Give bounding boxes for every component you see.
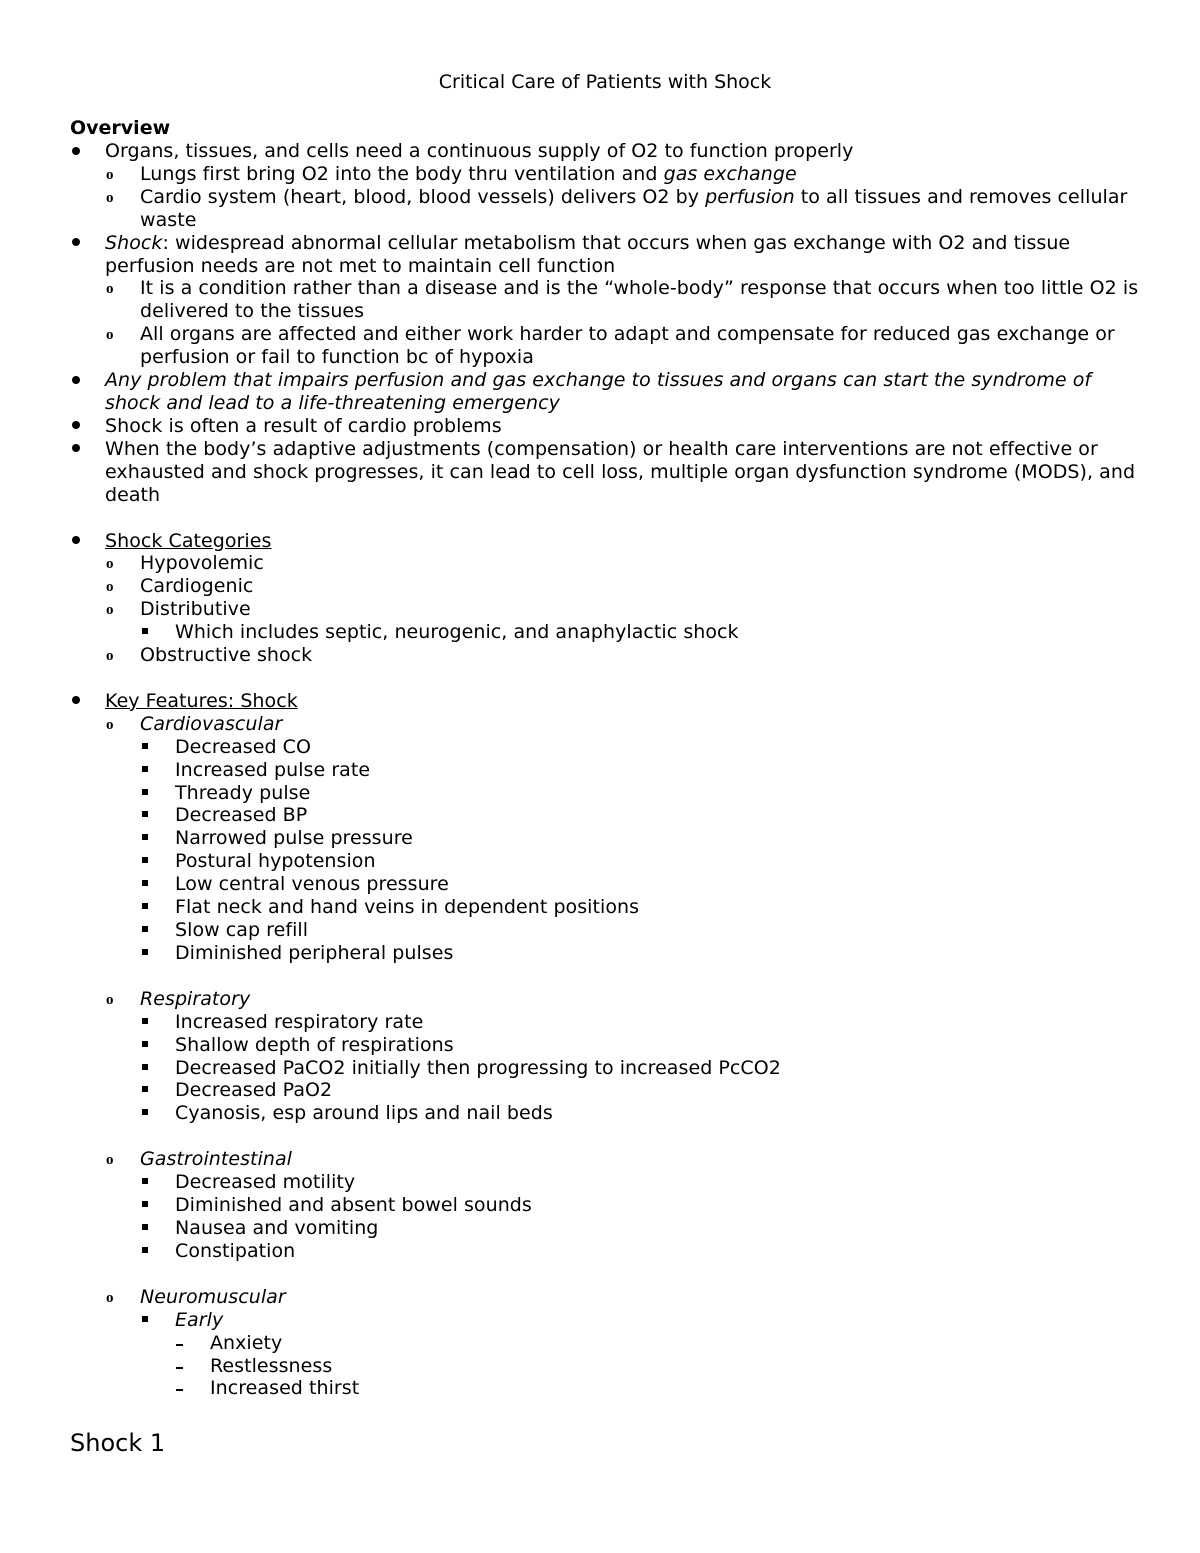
key-features-heading: Key Features: Shock [105, 689, 298, 712]
square-bullet-icon [140, 1034, 175, 1057]
circle-bullet-icon: o [106, 556, 114, 573]
list-item: Diminished and absent bowel sounds [140, 1194, 1140, 1217]
list-item: o Distributive Which includes septic, neurogenic, and anaphylactic shock [105, 598, 1140, 644]
list-item: o Hypovolemic [106, 552, 264, 575]
list-item: Early Anxiety Restlessness Increased thirst [140, 1309, 1140, 1401]
list-item: o Respiratory Increased respiratory rate Shallow depth of respirations Decreased PaCO2 initially then progressing to increased PcCO2 Decreased PaO2 Cyanosis, esp around lips and nail beds [105, 988, 1140, 1125]
categories-heading: Shock Categories [105, 529, 272, 552]
square-bullet-icon [140, 850, 175, 873]
circle-bullet-icon: o [106, 1289, 114, 1306]
list-item: Decreased motility [140, 1171, 1140, 1194]
list-item: Increased respiratory rate [140, 1011, 1140, 1034]
dash-bullet-icon [175, 1332, 210, 1355]
list-item: Increased thirst [175, 1377, 1140, 1400]
list-item: Decreased PaO2 [140, 1079, 1140, 1102]
list-item [70, 530, 1140, 667]
bullet-icon [70, 369, 105, 392]
list-item: Thready pulse [140, 782, 1140, 805]
list-item: Restlessness [175, 1355, 1140, 1378]
list-item: o Lungs first bring O2 into the body thru ventilation and gas exchange [106, 162, 797, 185]
square-bullet-icon [140, 1079, 175, 1102]
square-bullet-icon [140, 1171, 175, 1194]
circle-bullet-icon: o [106, 579, 114, 596]
bullet-icon [70, 415, 105, 438]
list-item: o Cardiogenic [106, 575, 254, 598]
square-bullet-icon [140, 736, 175, 759]
list-item: Slow cap refill [140, 919, 1140, 942]
circle-bullet-icon: o [106, 648, 114, 665]
list-item: Any problem that impairs perfusion and gas exchange to tissues and organs can start the syndrome of shock and lead to a life-threatening emergency [70, 369, 1140, 415]
circle-bullet-icon: o [106, 189, 114, 206]
square-bullet-icon [140, 896, 175, 919]
square-bullet-icon [140, 1011, 175, 1034]
square-bullet-icon [140, 759, 175, 782]
list-item: Decreased BP [140, 804, 1140, 827]
overview-list [70, 140, 1140, 507]
page-footer: Shock 1 [70, 1429, 166, 1457]
list-item: Increased pulse rate [140, 759, 1140, 782]
list-item: Cyanosis, esp around lips and nail beds [140, 1102, 1140, 1125]
list-item: Decreased PaCO2 initially then progressing to increased PcCO2 [140, 1057, 1140, 1080]
square-bullet-icon [140, 1240, 175, 1263]
list-item: o Cardio system (heart, blood, blood vessels) delivers O2 by perfusion to all tissues and removes cellular waste [106, 185, 1128, 231]
square-bullet-icon [140, 1194, 175, 1217]
circle-bullet-icon: o [106, 327, 114, 344]
list-item [70, 690, 1140, 1400]
circle-bullet-icon: o [106, 602, 114, 619]
document-page [70, 70, 1140, 1400]
square-bullet-icon [140, 919, 175, 942]
square-bullet-icon [140, 1102, 175, 1125]
bullet-icon [70, 232, 105, 255]
square-bullet-icon [140, 804, 175, 827]
circle-bullet-icon: o [106, 991, 114, 1008]
page-title: Critical Care of Patients with Shock [438, 71, 772, 93]
list-item: Which includes septic, neurogenic, and anaphylactic shock [140, 621, 1140, 644]
list-item: o It is a condition rather than a disease and is the “whole-body” response that occurs when too little O2 is delivered to the tissues [106, 277, 1139, 323]
list-item: Nausea and vomiting [140, 1217, 1140, 1240]
bullet-icon [70, 530, 105, 553]
list-item: o Gastrointestinal Decreased motility Diminished and absent bowel sounds Nausea and vomiting Constipation [105, 1148, 1140, 1263]
list-item: o All organs are affected and either work harder to adapt and compensate for reduced gas exchange or perfusion or fail to function bc of hypoxia [106, 323, 1115, 369]
list-item: When the body’s adaptive adjustments (compensation) or health care interventions are not effective or exhausted and shock progresses, it can lead to cell loss, multiple organ dysfunction syndrome (MODS), and death [70, 438, 1140, 507]
circle-bullet-icon: o [106, 166, 114, 183]
square-bullet-icon [140, 1217, 175, 1240]
circle-bullet-icon: o [106, 716, 114, 733]
square-bullet-icon [140, 1057, 175, 1080]
square-bullet-icon [140, 782, 175, 805]
bullet-icon [70, 140, 105, 163]
bullet-icon [70, 690, 105, 713]
list-item: Shallow depth of respirations [140, 1034, 1140, 1057]
dash-bullet-icon [175, 1355, 210, 1378]
key-features-list [70, 690, 1140, 1400]
square-bullet-icon [140, 942, 175, 965]
circle-bullet-icon: o [106, 281, 114, 298]
list-item: Shock: widespread abnormal cellular metabolism that occurs when gas exchange with O2 and tissue perfusion needs are not met to maintain cell function o It is a condition rather than a disease and is the “whole-body” response that occurs when too little O2 is delivered to the tissues o All organs are affected and either work harder to adapt and compensate for reduced gas exchange or perfusion or fail to function bc of hypoxia [70, 232, 1140, 369]
list-item: Narrowed pulse pressure [140, 827, 1140, 850]
dash-bullet-icon [175, 1377, 210, 1400]
overview-heading: Overview [70, 117, 171, 139]
list-item: Constipation [140, 1240, 1140, 1263]
list-item: o Neuromuscular Early Anxiety Restlessness Increased thirst [105, 1286, 1140, 1401]
list-item: Flat neck and hand veins in dependent positions [140, 896, 1140, 919]
categories-list [70, 530, 1140, 667]
list-item: Diminished peripheral pulses [140, 942, 1140, 965]
list-item: Postural hypotension [140, 850, 1140, 873]
circle-bullet-icon: o [106, 1152, 114, 1169]
list-item: Anxiety [175, 1332, 1140, 1355]
list-item: Organs, tissues, and cells need a continuous supply of O2 to function properly o Lungs first bring O2 into the body thru ventilation and gas exchange o Cardio system (heart, blood, blood vessels) delivers O2 by perfusion to all tissues and removes cellular waste [70, 140, 1140, 232]
list-item: Shock is often a result of cardio problems [70, 415, 1140, 438]
bullet-icon [70, 438, 105, 461]
square-bullet-icon [140, 873, 175, 896]
square-bullet-icon [140, 827, 175, 850]
list-item: o Cardiovascular Decreased CO Increased pulse rate Thready pulse Decreased BP Narrowed pulse pressure Postural hypotension Low central venous pressure Flat neck and hand veins in dependent positions Slow cap refill Diminished peripheral pulses [105, 713, 1140, 965]
list-item: Decreased CO [140, 736, 1140, 759]
square-bullet-icon [140, 621, 175, 644]
list-item: o Obstructive shock [106, 644, 313, 667]
square-bullet-icon [140, 1309, 175, 1332]
list-item: Low central venous pressure [140, 873, 1140, 896]
